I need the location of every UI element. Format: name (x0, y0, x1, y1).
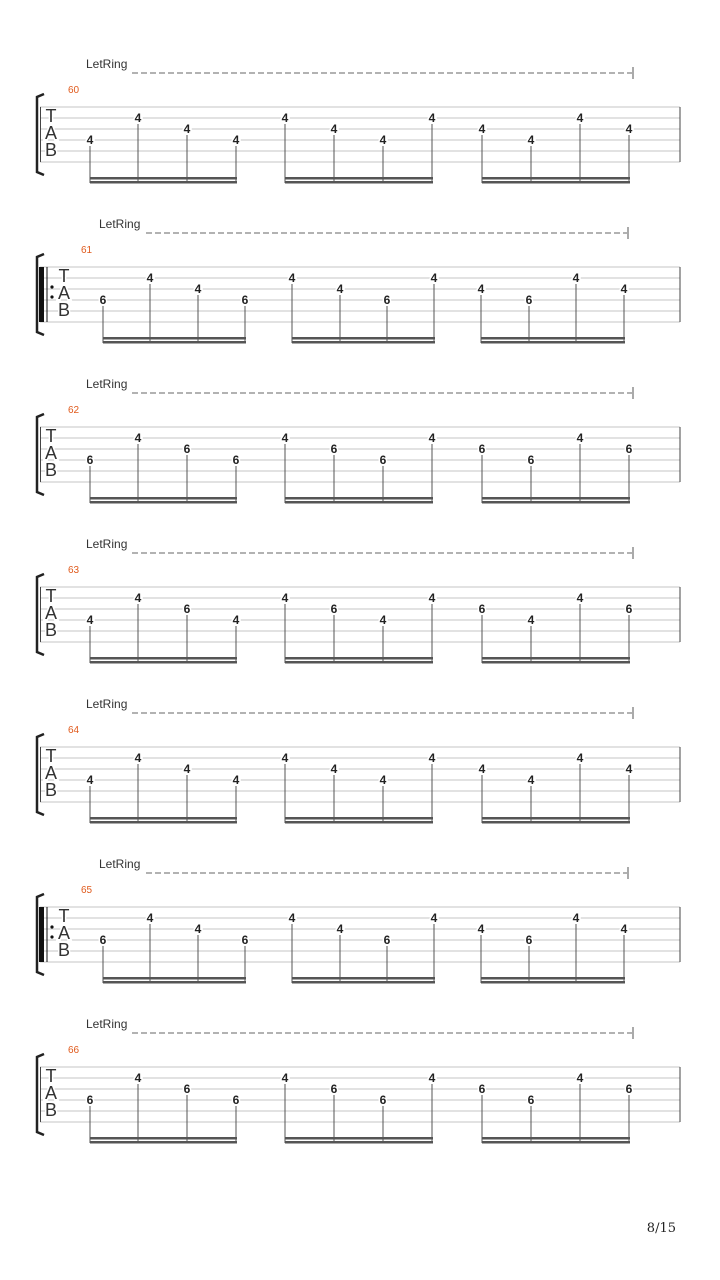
fret-number: 4 (336, 922, 344, 936)
measure-number: 64 (68, 725, 80, 736)
fret-number: 6 (478, 602, 486, 616)
fret-number: 4 (281, 751, 289, 765)
fret-number: 4 (134, 1071, 142, 1085)
beam (292, 337, 435, 340)
beam (482, 181, 630, 184)
beam (482, 661, 630, 664)
letring-label: LetRing (86, 537, 128, 551)
fret-number: 4 (134, 111, 142, 125)
measure-number: 65 (81, 885, 93, 896)
fret-number: 4 (146, 911, 154, 925)
fret-number: 4 (183, 122, 191, 136)
fret-number: 4 (576, 591, 584, 605)
fret-number: 4 (281, 431, 289, 445)
fret-number: 4 (232, 613, 240, 627)
page-number: 8/15 (646, 1221, 676, 1236)
fret-number: 4 (86, 773, 94, 787)
repeat-dot (50, 935, 53, 938)
beam (285, 661, 433, 664)
fret-number: 6 (625, 1082, 633, 1096)
fret-number: 4 (86, 613, 94, 627)
beam (285, 817, 433, 820)
beam (90, 501, 237, 504)
fret-number: 4 (288, 271, 296, 285)
letring-label: LetRing (86, 57, 128, 71)
tab-clef-letter: B (44, 140, 58, 160)
fret-number: 4 (281, 111, 289, 125)
beam (481, 977, 625, 980)
fret-number: 6 (527, 453, 535, 467)
beam (481, 337, 625, 340)
fret-number: 4 (330, 762, 338, 776)
fret-number: 4 (527, 773, 535, 787)
fret-number: 4 (576, 111, 584, 125)
fret-number: 4 (281, 591, 289, 605)
fret-number: 4 (428, 1071, 436, 1085)
measure-number: 60 (68, 85, 80, 96)
tab-clef-letter: T (45, 426, 57, 446)
repeat-dot (50, 925, 53, 928)
fret-number: 6 (379, 1093, 387, 1107)
beam (103, 977, 246, 980)
fret-number: 4 (527, 613, 535, 627)
tab-clef-letter: B (44, 460, 58, 480)
fret-number: 4 (576, 431, 584, 445)
tab-clef-letter: B (44, 780, 58, 800)
beam (292, 977, 435, 980)
fret-number: 6 (183, 442, 191, 456)
beam (482, 177, 630, 180)
repeat-thick-bar (39, 267, 44, 322)
repeat-dot (50, 295, 53, 298)
letring-label: LetRing (86, 697, 128, 711)
fret-number: 4 (478, 762, 486, 776)
beam (482, 1137, 630, 1140)
beam (90, 181, 237, 184)
repeat-dot (50, 285, 53, 288)
fret-number: 6 (232, 1093, 240, 1107)
beam (90, 497, 237, 500)
fret-number: 4 (379, 773, 387, 787)
beam (482, 821, 630, 824)
tab-clef-letter: B (57, 300, 71, 320)
fret-number: 4 (527, 133, 535, 147)
fret-number: 6 (525, 933, 533, 947)
fret-number: 4 (625, 762, 633, 776)
fret-number: 6 (478, 1082, 486, 1096)
measure-number: 63 (68, 565, 80, 576)
fret-number: 6 (478, 442, 486, 456)
fret-number: 4 (576, 751, 584, 765)
fret-number: 6 (527, 1093, 535, 1107)
fret-number: 4 (336, 282, 344, 296)
fret-number: 6 (379, 453, 387, 467)
beam (285, 821, 433, 824)
tab-clef-letter: A (44, 123, 58, 143)
fret-number: 4 (288, 911, 296, 925)
fret-number: 6 (330, 602, 338, 616)
beam (285, 501, 433, 504)
beam (285, 177, 433, 180)
fret-number: 4 (477, 282, 485, 296)
tab-clef-letter: A (57, 923, 71, 943)
tab-clef-letter: A (44, 763, 58, 783)
fret-number: 4 (281, 1071, 289, 1085)
tab-clef-letter: T (45, 106, 57, 126)
letring-label: LetRing (99, 857, 141, 871)
fret-number: 6 (330, 1082, 338, 1096)
measure-number: 62 (68, 405, 80, 416)
fret-number: 4 (430, 271, 438, 285)
beam (90, 1141, 237, 1144)
fret-number: 6 (99, 933, 107, 947)
tab-clef-letter: T (45, 1066, 57, 1086)
fret-number: 6 (241, 293, 249, 307)
beam (90, 821, 237, 824)
fret-number: 6 (99, 293, 107, 307)
fret-number: 6 (383, 933, 391, 947)
beam (285, 1137, 433, 1140)
fret-number: 4 (428, 591, 436, 605)
beam (482, 657, 630, 660)
fret-number: 4 (86, 133, 94, 147)
beam (103, 341, 246, 344)
beam (90, 817, 237, 820)
fret-number: 4 (625, 122, 633, 136)
fret-number: 4 (194, 282, 202, 296)
fret-number: 4 (134, 591, 142, 605)
fret-number: 4 (572, 271, 580, 285)
fret-number: 4 (232, 773, 240, 787)
letring-label: LetRing (86, 377, 128, 391)
tab-clef-letter: B (44, 620, 58, 640)
measure-number: 61 (81, 245, 93, 256)
beam (285, 657, 433, 660)
fret-number: 6 (330, 442, 338, 456)
fret-number: 4 (478, 122, 486, 136)
tab-clef-letter: T (45, 746, 57, 766)
tab-clef-letter: A (57, 283, 71, 303)
beam (90, 657, 237, 660)
fret-number: 6 (183, 1082, 191, 1096)
beam (482, 1141, 630, 1144)
fret-number: 6 (183, 602, 191, 616)
fret-number: 4 (428, 431, 436, 445)
fret-number: 4 (379, 133, 387, 147)
fret-number: 4 (194, 922, 202, 936)
measure-number: 66 (68, 1045, 80, 1056)
fret-number: 4 (183, 762, 191, 776)
beam (482, 817, 630, 820)
tab-clef-letter: A (44, 1083, 58, 1103)
beam (482, 501, 630, 504)
tab-clef-letter: A (44, 443, 58, 463)
fret-number: 4 (430, 911, 438, 925)
fret-number: 4 (428, 751, 436, 765)
beam (285, 1141, 433, 1144)
beam (90, 177, 237, 180)
tab-clef-letter: A (44, 603, 58, 623)
fret-number: 6 (383, 293, 391, 307)
fret-number: 4 (134, 751, 142, 765)
beam (285, 497, 433, 500)
tab-clef-letter: B (57, 940, 71, 960)
tab-clef-letter: T (58, 906, 70, 926)
fret-number: 4 (428, 111, 436, 125)
fret-number: 4 (576, 1071, 584, 1085)
repeat-thick-bar (39, 907, 44, 962)
fret-number: 6 (625, 602, 633, 616)
beam (103, 337, 246, 340)
fret-number: 4 (379, 613, 387, 627)
fret-number: 4 (620, 282, 628, 296)
beam (103, 981, 246, 984)
beam (90, 661, 237, 664)
beam (292, 981, 435, 984)
fret-number: 6 (525, 293, 533, 307)
beam (481, 981, 625, 984)
tab-clef-letter: T (58, 266, 70, 286)
beam (482, 497, 630, 500)
fret-number: 6 (241, 933, 249, 947)
fret-number: 6 (625, 442, 633, 456)
tab-clef-letter: B (44, 1100, 58, 1120)
fret-number: 4 (330, 122, 338, 136)
beam (90, 1137, 237, 1140)
fret-number: 4 (477, 922, 485, 936)
fret-number: 6 (86, 1093, 94, 1107)
beam (481, 341, 625, 344)
beam (292, 341, 435, 344)
beam (285, 181, 433, 184)
fret-number: 4 (572, 911, 580, 925)
tab-clef-letter: T (45, 586, 57, 606)
fret-number: 6 (232, 453, 240, 467)
fret-number: 4 (232, 133, 240, 147)
fret-number: 4 (146, 271, 154, 285)
fret-number: 6 (86, 453, 94, 467)
fret-number: 4 (134, 431, 142, 445)
letring-label: LetRing (86, 1017, 128, 1031)
fret-number: 4 (620, 922, 628, 936)
letring-label: LetRing (99, 217, 141, 231)
